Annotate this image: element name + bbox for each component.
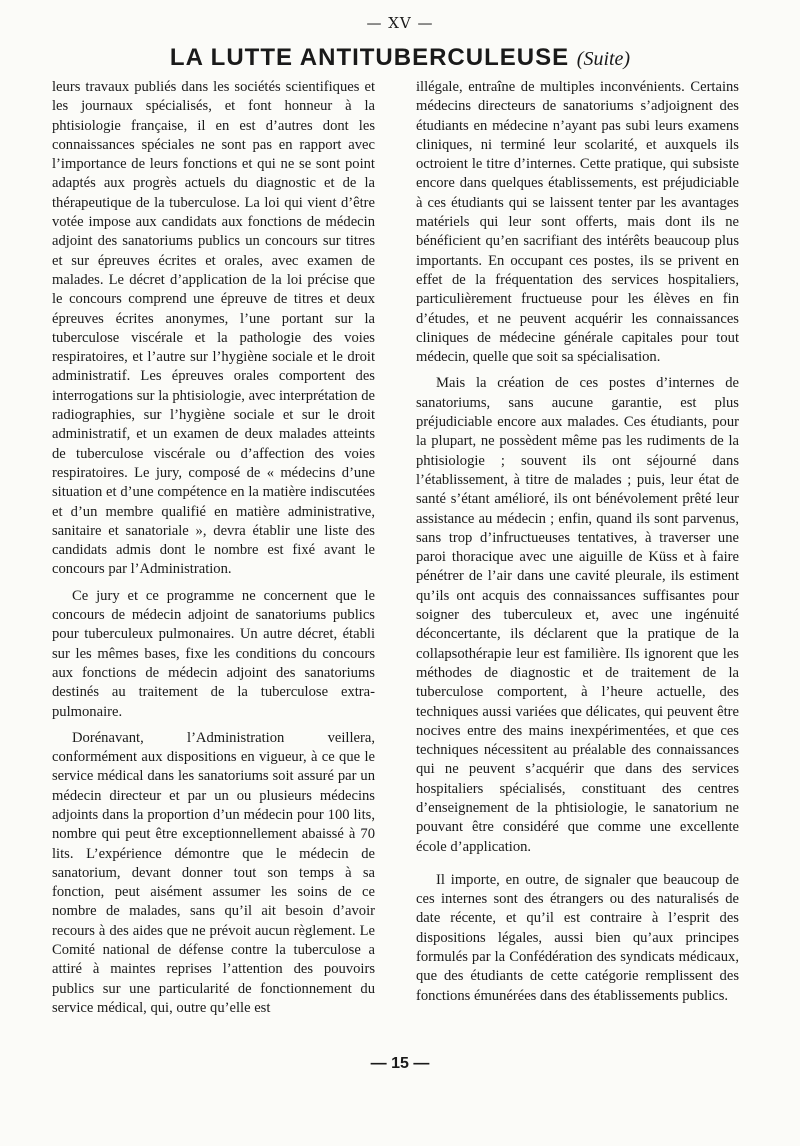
title-text: LA LUTTE ANTITUBERCULEUSE [169,44,570,71]
paragraph: Mais la création de ces postes d’internes de sanatoriums, sans aucune garantie, est plus préjudiciable encore aux malades. Ces étudiants, pour la plupart, ne possèdent même pas les rudiments de la phtisiologie ; souvent ils ont séjourné dans l’établissement, à titre de malades ; puis, leur état de santé s’étant amélioré, ils ont bénévolement prêté leur assistance au médecin ; enfin, quand ils sont parvenus, sans trop d’infructueuses tentatives, à traverser une paroi thoracique avec une aiguille de Küss et à faire pénétrer de l’air dans une cavité pleurale, ils estiment qu’ils ont acquis des connaissances suffisantes pour soigner des tuberculeux et, avec une ingénuité déconcertante, ils déclarent que la pratique de la collapsothérapie leur est familière. Ils ignorent que les méthodes de diagnostic et de traitement de la tuberculose comportent, à l’heure actuelle, des techniques aussi variées que délicates, qui peuvent être nocives entre des mains inexpérimentées, et que ces techniques nécessitent au préalable des connaissances qui ne peuvent s’acquérir que dans des services hospitaliers spécialisés, constituant des centres d’enseignement de la phtisiologie, le sanatorium ne pouvant être considéré que comme une excellente école d’application. [416,375,739,855]
roman-page-number: — XV — [366,14,434,32]
right-column [416,78,739,1006]
paragraph: Ce jury et ce programme ne concernent que le concours de médecin adjoint de sanatoriums publics pour tuberculeux pulmonaires. Un autre décret, établi sur les mêmes bases, fixe les conditions du concours aux fonctions de médecin adjoint des sanatoriums destinés au traitement de la tuberculose extra-pulmonaire. [52,587,375,720]
page-number: — 15 — [370,1055,430,1072]
paragraph: Dorénavant, l’Administration veillera, conformément aux dispositions en vigueur, à ce que le service médical dans les sanatoriums soit assuré par un médecin directeur et par un ou plusieurs médecins adjoints dans la proportion d’un médecin pour 100 lits, nombre qui peut être exceptionnellement abaissé à 70 lits. L’expérience démontre que le médecin de sanatorium, devant donner tout son temps à sa fonction, peut aisément assumer les soins de ce nombre de malades, sans qu’il ait besoin d’avoir recours à des aides que ne prévoit aucun règlement. Le Comité national de défense contre la tuberculose a attiré à maintes reprises l’attention des pouvoirs publics sur une particularité de fonctionnement du service médical, qui, outre qu’elle est [52,729,375,1016]
title-suffix: (Suite) [576,48,631,70]
paragraph: illégale, entraîne de multiples inconvénients. Certains médecins directeurs de sanatoriums s’adjoignent des étudiants en médecine n’ayant pas subi leurs examens cliniques, ni terminé leur scolarité, et auxquels ils octroient le titre d’internes. Cette pratique, qui subsiste encore dans quelques établissements, est préjudiciable à ces étudiants qui se laissent tenter par les avantages matériels qui leur sont offerts, mais dont ils ne bénéficient qu’en sacrifiant des intérêts beaucoup plus importants. En occupant ces postes, ils se privent en effet de la fréquentation des services hospitaliers, particulièrement fructueuse pour les élèves en fin d’études, et ne peuvent acquérir les connaissances cliniques de médecine générale capitales pour tout médecin, quelle que soit sa spécialisation. [416,79,739,366]
paragraph: Il importe, en outre, de signaler que beaucoup de ces internes sont des étrangers ou des naturalisés de date récente, et qu’il est contraire à l’esprit des dispositions légales, aussi bien qu’aux principes formulés par la Confédération des syndicats médicaux, que des étudiants de cette catégorie remplissent des fonctions émunérées dans des établissements publics. [416,871,739,1004]
paragraph: leurs travaux publiés dans les sociétés scientifiques et les journaux spécialisés, et font honneur à la phtisiologie française, il en est d’autres dont les connaissances spéciales ne sont pas en rapport avec l’importance de leurs fonctions et qui ne se sont point adaptés aux progrès actuels du diagnostic et de la thérapeutique de la tuberculose. La loi qui vient d’être votée impose aux candidats aux fonctions de médecin adjoint des sanatoriums publics un concours sur titres et sur épreuves écrites et orales, avec examen de malades. Le décret d’application de la loi précise que le concours comprend une épreuve de titres et deux épreuves écrites anonymes, l’une portant sur la tuberculose viscérale et la pathologie des voies respiratoires, et l’autre sur l’hygiène sociale et le droit administratif. Les épreuves orales comportent des interrogations sur la phtisiologie, avec interprétation de radiographies, sur l’hygiène sociale et sur le droit administratif, et un examen de deux malades atteints de tuberculose viscérale ou d’affection des voies respiratoires. Le jury, composé de « médecins d’une situation et d’une compétence en la matière indiscutées et d’un membre qualifié en matière administrative, sanitaire et sanatoriale », devra établir une liste des candidats admis dont le nombre est fixé avant le concours par l’Administration. [52,79,375,578]
left-column [52,78,375,1018]
running-title [0,44,800,72]
